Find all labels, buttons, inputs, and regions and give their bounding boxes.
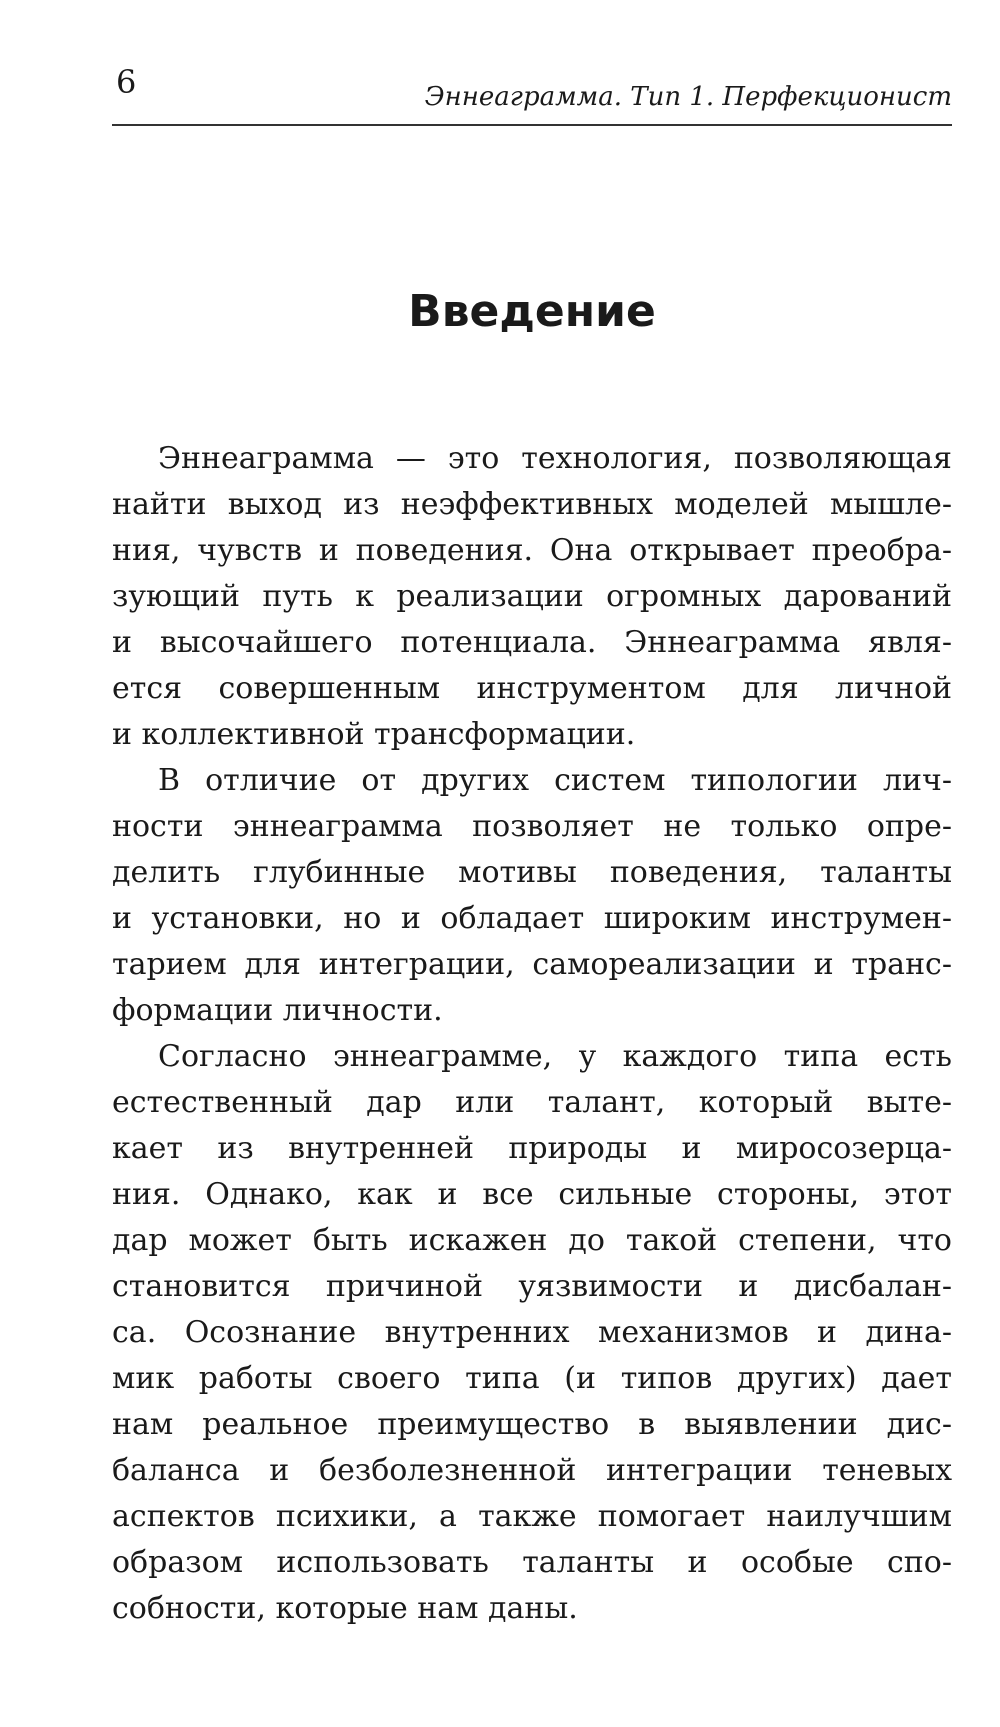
text-line: формации личности. bbox=[112, 993, 443, 1028]
text-line: делить глубинные мотивы поведения, таланты bbox=[112, 855, 952, 890]
text-line: и коллективной трансформации. bbox=[112, 717, 636, 752]
text-line: зующий путь к реализации огромных дарований bbox=[112, 579, 952, 614]
text-line: Эннеаграмма — это технология, позволяющая bbox=[158, 441, 952, 476]
header-rule bbox=[112, 124, 952, 126]
text-line: Согласно эннеаграмме, у каждого типа есть bbox=[158, 1039, 952, 1074]
text-line: ется совершенным инструментом для личной bbox=[112, 671, 952, 706]
text-line: и установки, но и обладает широким инструмен- bbox=[112, 901, 952, 936]
text-line: нам реальное преимущество в выявлении дис- bbox=[112, 1407, 952, 1442]
text-line: естественный дар или талант, который выте- bbox=[112, 1085, 952, 1120]
text-line: са. Осознание внутренних механизмов и дина- bbox=[112, 1315, 952, 1350]
page-number: 6 bbox=[116, 63, 137, 101]
text-line: кает из внутренней природы и миросозерца- bbox=[112, 1131, 952, 1166]
text-line: ности эннеаграмма позволяет не только опре- bbox=[112, 809, 952, 844]
text-line: дар может быть искажен до такой степени, что bbox=[112, 1223, 952, 1258]
text-line: ния, чувств и поведения. Она открывает преобра- bbox=[112, 533, 952, 568]
text-line: образом использовать таланты и особые спо- bbox=[112, 1545, 952, 1580]
text-line: аспектов психики, а также помогает наилучшим bbox=[112, 1499, 952, 1534]
running-head-title: Эннеаграмма. Тип 1. Перфекционист bbox=[424, 82, 952, 112]
text-line: ния. Однако, как и все сильные стороны, этот bbox=[112, 1177, 952, 1212]
paragraph bbox=[112, 758, 952, 1034]
text-line: собности, которые нам даны. bbox=[112, 1591, 578, 1626]
chapter-title: Введение bbox=[408, 286, 656, 337]
paragraph bbox=[112, 436, 952, 758]
body-text bbox=[112, 436, 952, 1632]
text-line: найти выход из неэффективных моделей мышле- bbox=[112, 487, 952, 522]
text-line: В отличие от других систем типологии лич- bbox=[158, 763, 952, 798]
text-line: мик работы своего типа (и типов других) дает bbox=[112, 1361, 952, 1396]
text-line: становится причиной уязвимости и дисбалан- bbox=[112, 1269, 952, 1304]
text-line: и высочайшего потенциала. Эннеаграмма явля- bbox=[112, 625, 952, 660]
text-line: тарием для интеграции, самореализации и транс- bbox=[112, 947, 952, 982]
text-line: баланса и безболезненной интеграции теневых bbox=[112, 1453, 952, 1488]
paragraph bbox=[112, 1034, 952, 1632]
